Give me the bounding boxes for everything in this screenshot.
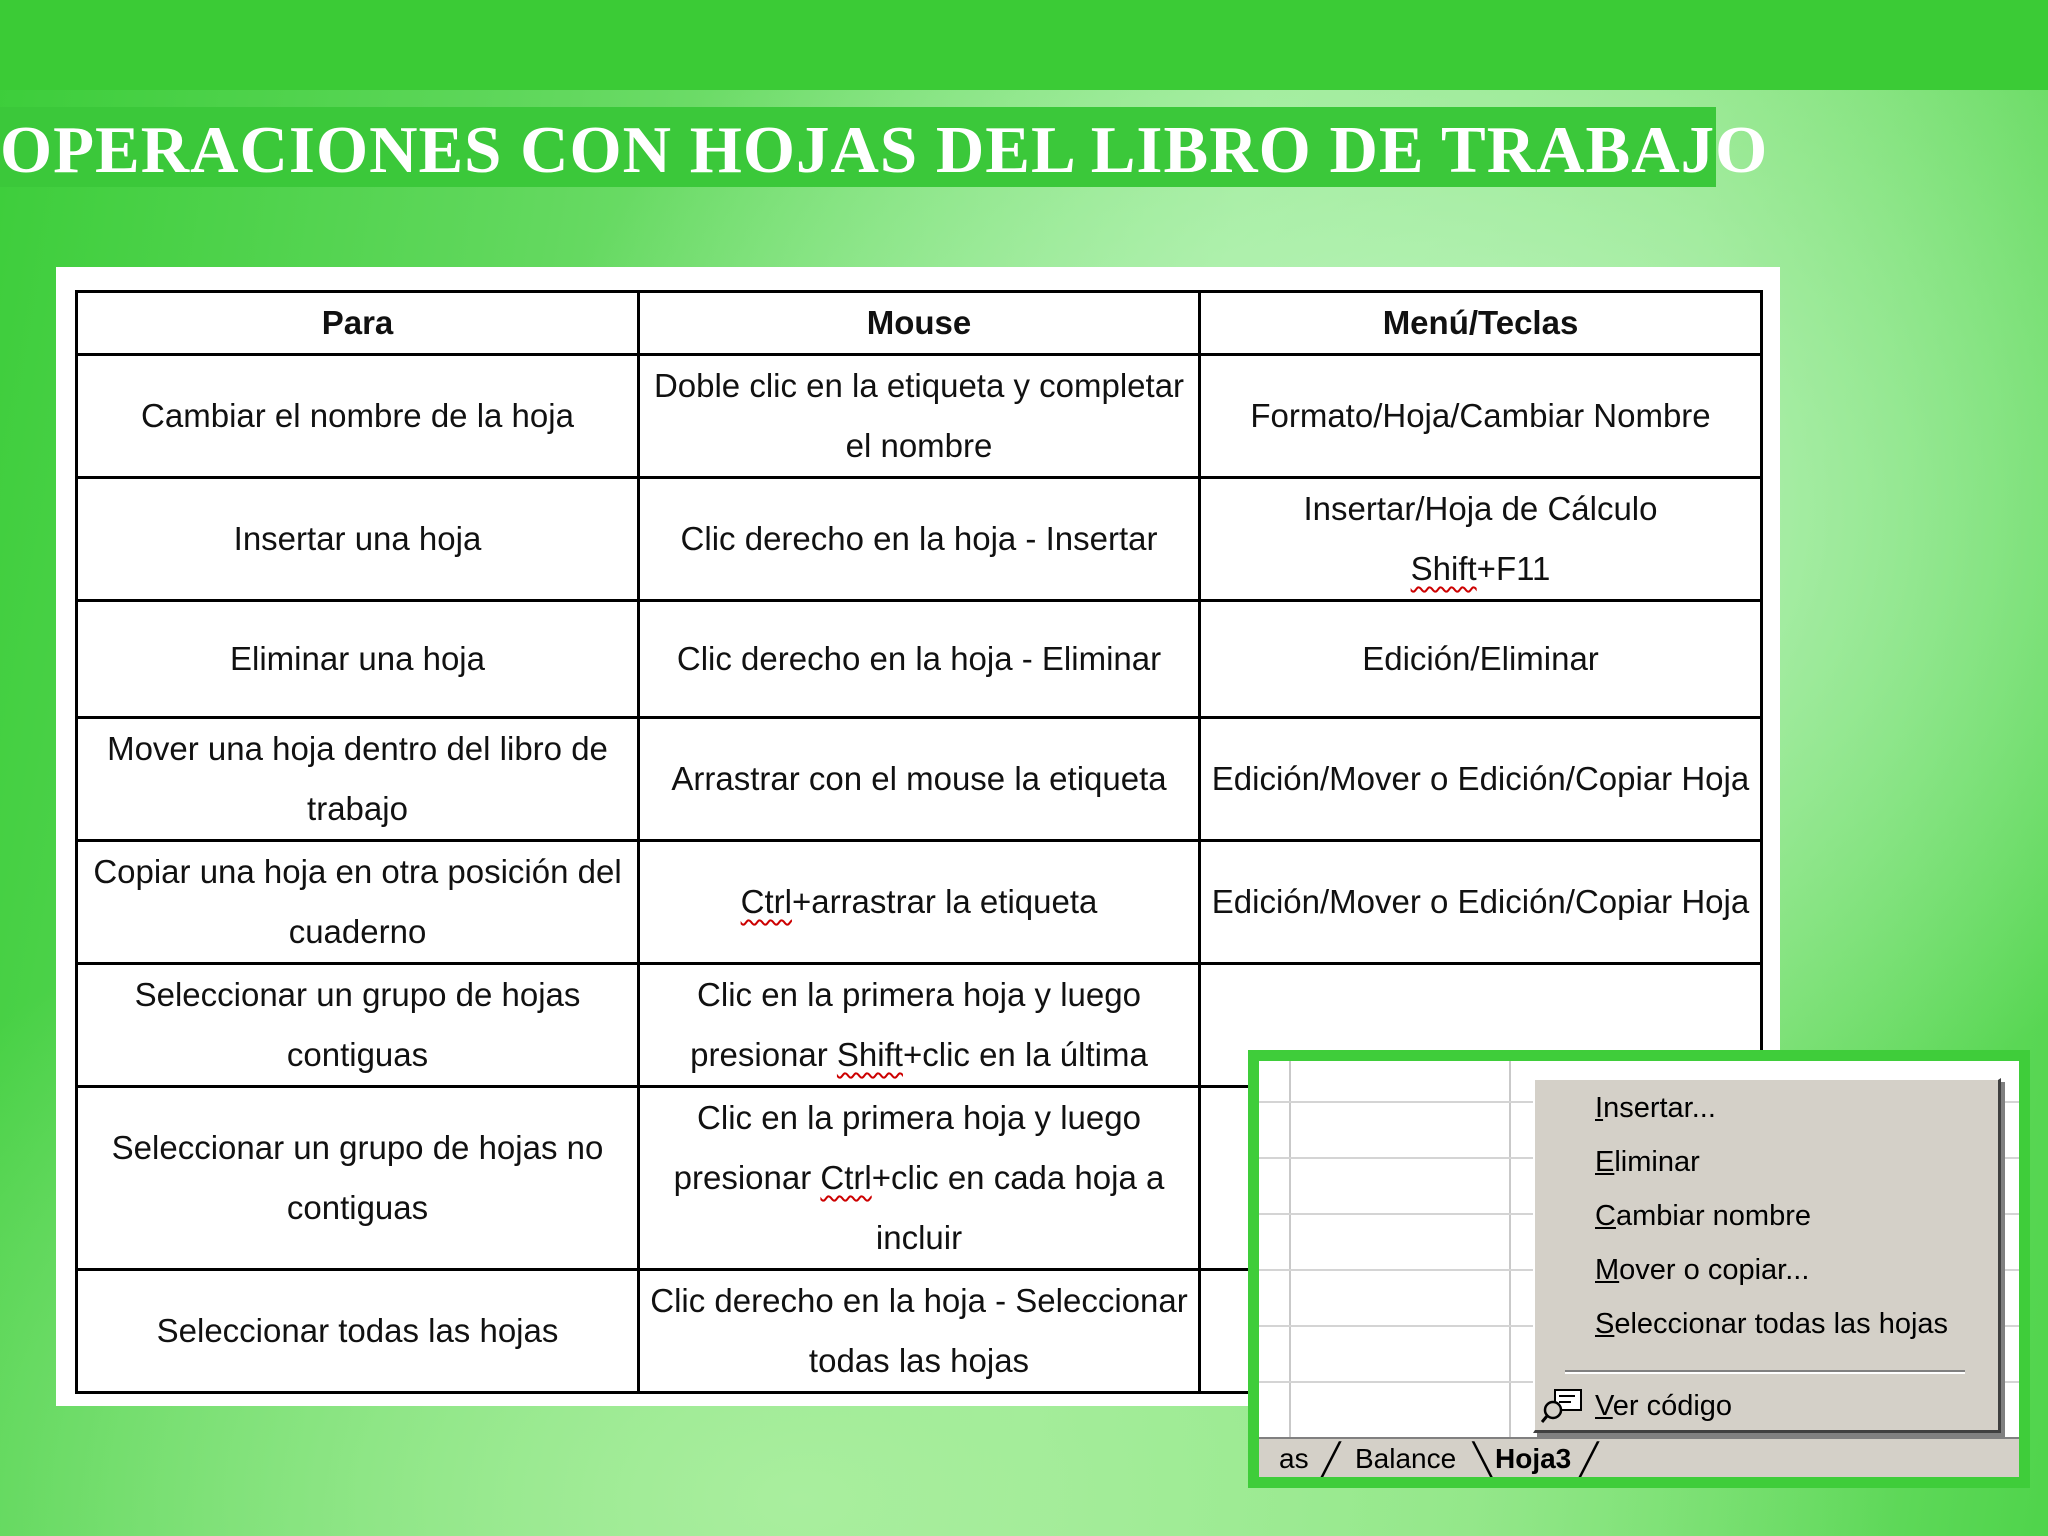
table-header-row bbox=[77, 292, 1762, 355]
cell-menu-line1: Insertar/Hoja de Cálculo bbox=[1303, 490, 1658, 527]
cell-para: Seleccionar un grupo de hojas no contiguas bbox=[77, 1087, 639, 1270]
cell-para: Eliminar una hoja bbox=[77, 601, 639, 718]
slide-title: OPERACIONES CON HOJAS DEL LIBRO DE TRABAJO bbox=[0, 113, 1769, 187]
menu-item-cambiar-nombre[interactable]: Cambiar nombre bbox=[1595, 1200, 1811, 1232]
key-ctrl: Ctrl bbox=[740, 883, 792, 920]
cell-mouse bbox=[639, 964, 1200, 1087]
menu-item-insertar[interactable]: Insertar... bbox=[1595, 1092, 1716, 1124]
cell-para: Insertar una hoja bbox=[77, 478, 639, 601]
menu-separator bbox=[1565, 1370, 1965, 1374]
table-row bbox=[77, 718, 1762, 841]
cell-para: Seleccionar un grupo de hojas contiguas bbox=[77, 964, 639, 1087]
menu-item-ver-codigo[interactable]: Ver código bbox=[1595, 1390, 1733, 1422]
view-code-icon bbox=[1541, 1388, 1585, 1424]
sheet-tabs-bar bbox=[1259, 1437, 2019, 1477]
cell-menu: Edición/Mover o Edición/Copiar Hoja bbox=[1200, 718, 1762, 841]
menu-item-seleccionar-todas[interactable]: Seleccionar todas las hojas bbox=[1595, 1308, 1949, 1340]
cell-para: Copiar una hoja en otra posición del cuaderno bbox=[77, 841, 639, 964]
cell-para: Seleccionar todas las hojas bbox=[77, 1270, 639, 1393]
header-menu-teclas: Menú/Teclas bbox=[1200, 292, 1762, 355]
top-bar bbox=[0, 0, 2048, 90]
header-para: Para bbox=[77, 292, 639, 355]
cell-menu: Edición/Mover o Edición/Copiar Hoja bbox=[1200, 841, 1762, 964]
grid-line bbox=[1289, 1061, 1291, 1441]
context-menu bbox=[1533, 1078, 2001, 1433]
mouse-rest: +arrastrar la etiqueta bbox=[791, 883, 1098, 920]
mouse-pre: Clic en la primera hoja y luego presionar bbox=[690, 976, 1141, 1073]
cell-menu bbox=[1200, 478, 1762, 601]
cell-mouse: Doble clic en la etiqueta y completar el nombre bbox=[639, 355, 1200, 478]
cell-menu: Formato/Hoja/Cambiar Nombre bbox=[1200, 355, 1762, 478]
tab-separator: ╱ bbox=[1579, 1442, 1599, 1477]
table-row bbox=[77, 841, 1762, 964]
cell-mouse bbox=[639, 841, 1200, 964]
table-row bbox=[77, 601, 1762, 718]
cell-mouse: Arrastrar con el mouse la etiqueta bbox=[639, 718, 1200, 841]
menu-item-eliminar[interactable]: Eliminar bbox=[1595, 1146, 1700, 1178]
cell-mouse: Clic derecho en la hoja - Eliminar bbox=[639, 601, 1200, 718]
key-rest: +F11 bbox=[1476, 550, 1551, 587]
key-shift: Shift bbox=[1410, 550, 1477, 587]
cell-mouse bbox=[639, 1087, 1200, 1270]
cell-para: Cambiar el nombre de la hoja bbox=[77, 355, 639, 478]
sheet-tab-balance[interactable]: Balance bbox=[1355, 1443, 1457, 1474]
cell-menu: Edición/Eliminar bbox=[1200, 601, 1762, 718]
key-ctrl: Ctrl bbox=[820, 1159, 872, 1196]
mouse-rest: +clic en la última bbox=[902, 1036, 1148, 1073]
mouse-pre: Clic en la primera hoja y luego presionar bbox=[673, 1099, 1141, 1196]
header-mouse: Mouse bbox=[639, 292, 1200, 355]
cell-mouse: Clic derecho en la hoja - Insertar bbox=[639, 478, 1200, 601]
sheet-tab-hoja3[interactable]: Hoja3 bbox=[1495, 1443, 1572, 1474]
table-row bbox=[77, 478, 1762, 601]
cell-para: Mover una hoja dentro del libro de trabajo bbox=[77, 718, 639, 841]
context-menu-screenshot bbox=[1248, 1050, 2030, 1488]
grid-line bbox=[1509, 1061, 1511, 1441]
cell-mouse: Clic derecho en la hoja - Seleccionar todas las hojas bbox=[639, 1270, 1200, 1393]
key-shift: Shift bbox=[836, 1036, 903, 1073]
menu-item-mover-copiar[interactable]: Mover o copiar... bbox=[1595, 1254, 1810, 1286]
sheet-tab-partial[interactable]: as bbox=[1279, 1443, 1309, 1474]
spreadsheet-area bbox=[1259, 1061, 2019, 1477]
tab-separator: ╲ bbox=[1473, 1442, 1493, 1477]
table-row bbox=[77, 355, 1762, 478]
tab-separator: ╱ bbox=[1321, 1442, 1341, 1477]
mouse-rest: +clic en cada hoja a incluir bbox=[871, 1159, 1165, 1256]
